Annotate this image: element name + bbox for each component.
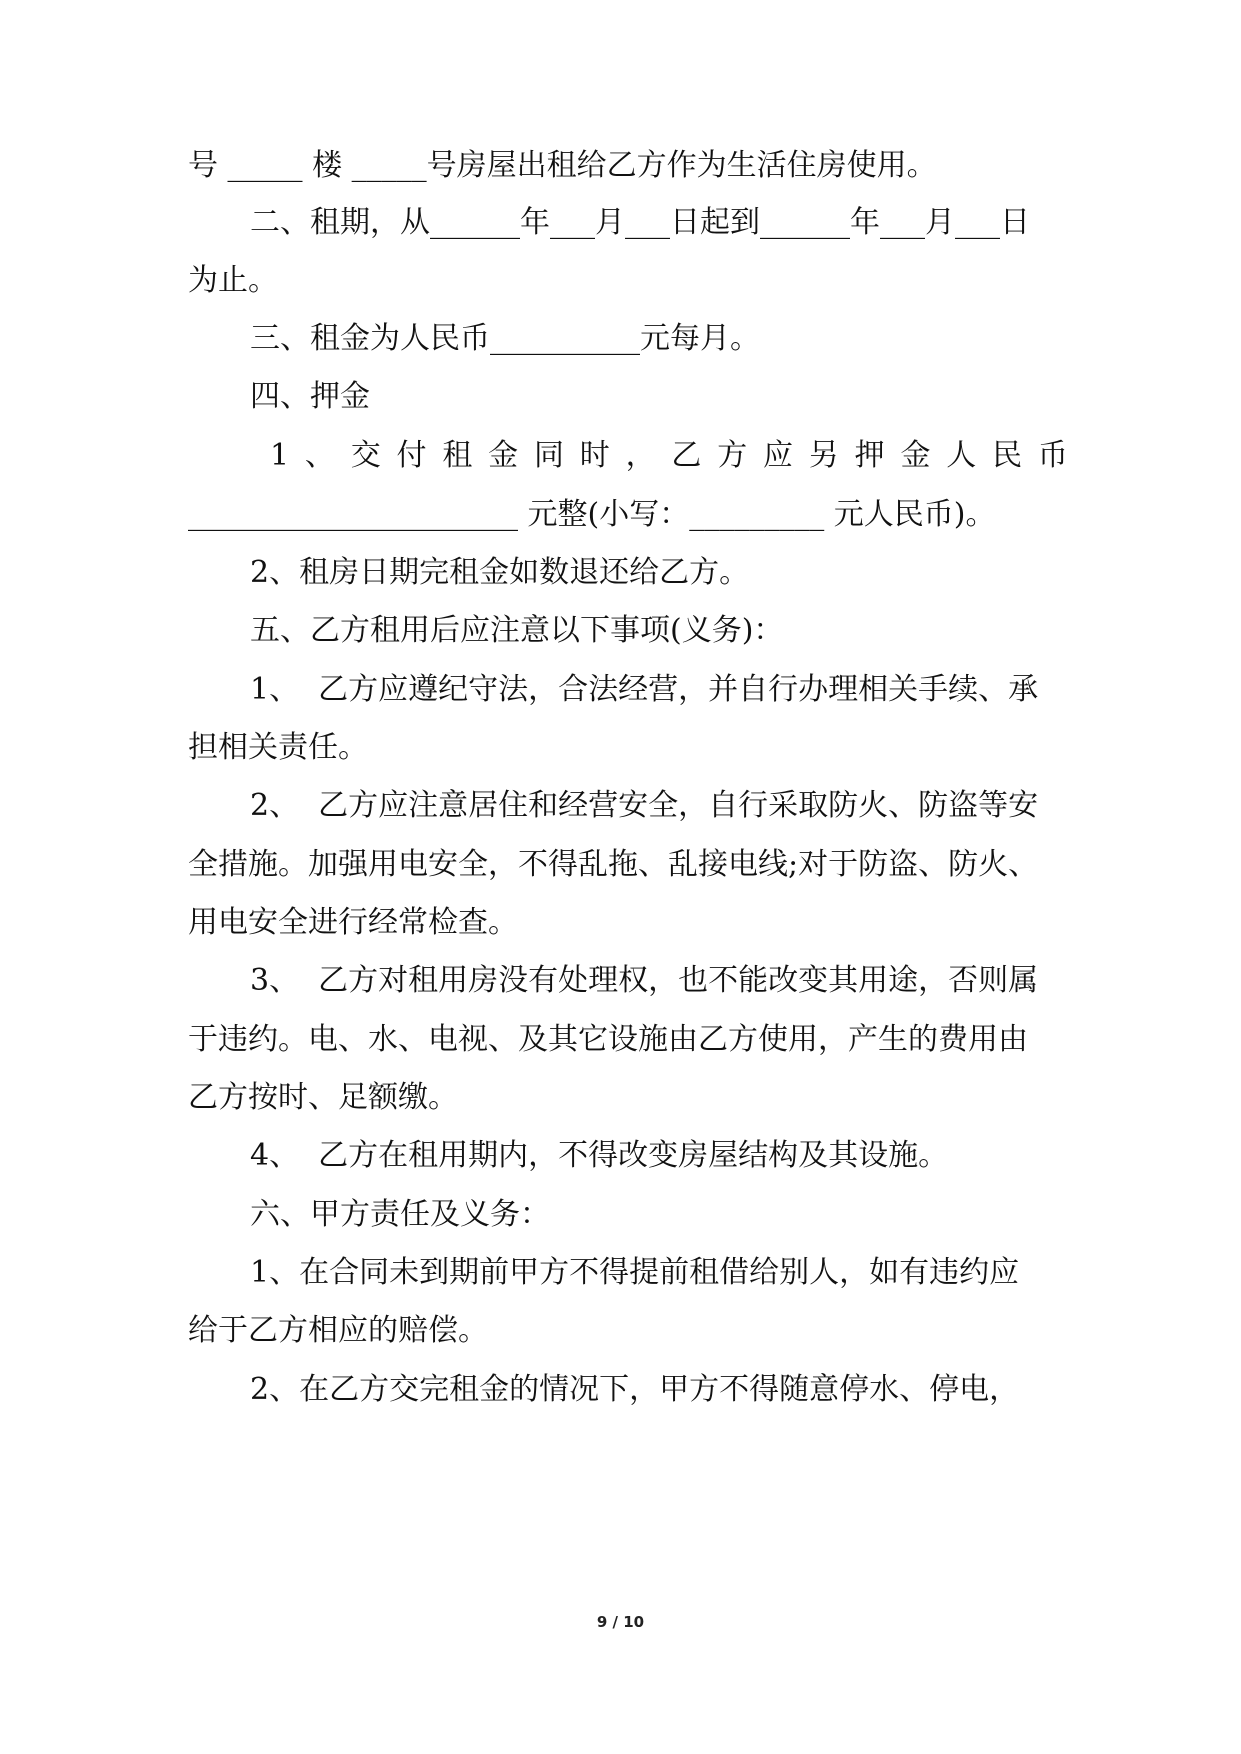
- clause-5-2: 2、 乙方应注意居住和经营安全，自行采取防火、防盗等安: [250, 788, 1039, 823]
- clause-3-rent: 三、租金为人民币__________元每月。: [250, 321, 760, 356]
- justified-char: 押: [854, 438, 885, 473]
- clause-5-1-continued: 担相关责任。: [188, 730, 368, 765]
- clause-6-1: 1、在合同未到期前甲方不得提前租借给别人，如有违约应: [250, 1255, 1020, 1290]
- clause-4-1-deposit-payment: [270, 436, 1068, 476]
- justified-char: 付: [396, 438, 427, 473]
- page-number: 9 / 10: [596, 1613, 645, 1631]
- clause-6-1-continued: 给于乙方相应的赔偿。: [188, 1313, 488, 1348]
- clause-5-1: 1、 乙方应遵纪守法，合法经营，并自行办理相关手续、承: [250, 672, 1039, 707]
- justified-char: 交: [350, 438, 381, 473]
- clause-4-deposit-heading: 四、押金: [250, 379, 370, 414]
- justified-char: 乙: [671, 438, 702, 473]
- clause-6-2: 2、在乙方交完租金的情况下，甲方不得随意停水、停电，: [250, 1372, 1020, 1407]
- clause-6-heading: 六、甲方责任及义务：: [250, 1197, 550, 1232]
- contract-line-address: 号 _____ 楼 _____号房屋出租给乙方作为生活住房使用。: [188, 148, 937, 183]
- clause-5-3-continued: 于违约。电、水、电视、及其它设施由乙方使用，产生的费用由: [188, 1022, 1028, 1057]
- justified-char: 另: [808, 438, 839, 473]
- clause-5-3: 3、 乙方对租用房没有处理权，也不能改变其用途，否则属: [250, 963, 1039, 998]
- justified-char: 人: [946, 438, 977, 473]
- clause-5-2-continued-2: 用电安全进行经常检查。: [188, 905, 518, 940]
- justified-char: 、: [304, 438, 335, 473]
- clause-2-lease-term: 二、租期，从______年___月___日起到______年___月___日: [250, 205, 1030, 240]
- justified-char: 民: [992, 438, 1023, 473]
- clause-2-lease-term-end: 为止。: [188, 263, 278, 298]
- justified-char: 同: [533, 438, 564, 473]
- justified-char: 币: [1037, 438, 1068, 473]
- justified-char: 方: [717, 438, 748, 473]
- clause-5-4: 4、 乙方在租用期内，不得改变房屋结构及其设施。: [250, 1138, 949, 1173]
- clause-5-2-continued: 全措施。加强用电安全，不得乱拖、乱接电线;对于防盗、防火、: [188, 847, 1039, 882]
- justified-char: 时: [579, 438, 610, 473]
- justified-char: 租: [442, 438, 473, 473]
- clause-4-2-deposit-return: 2、租房日期完租金如数退还给乙方。: [250, 555, 750, 590]
- clause-5-3-continued-2: 乙方按时、足额缴。: [188, 1080, 458, 1115]
- justified-char: 1: [270, 438, 290, 473]
- clause-4-1-deposit-amount: ______________________ 元整(小写：_________ 元人民币)。: [188, 497, 996, 532]
- justified-char: ，: [625, 438, 656, 473]
- justified-char: 应: [763, 438, 794, 473]
- clause-5-heading: 五、乙方租用后应注意以下事项(义务)：: [250, 613, 784, 648]
- justified-char: 金: [900, 438, 931, 473]
- justified-char: 金: [488, 438, 519, 473]
